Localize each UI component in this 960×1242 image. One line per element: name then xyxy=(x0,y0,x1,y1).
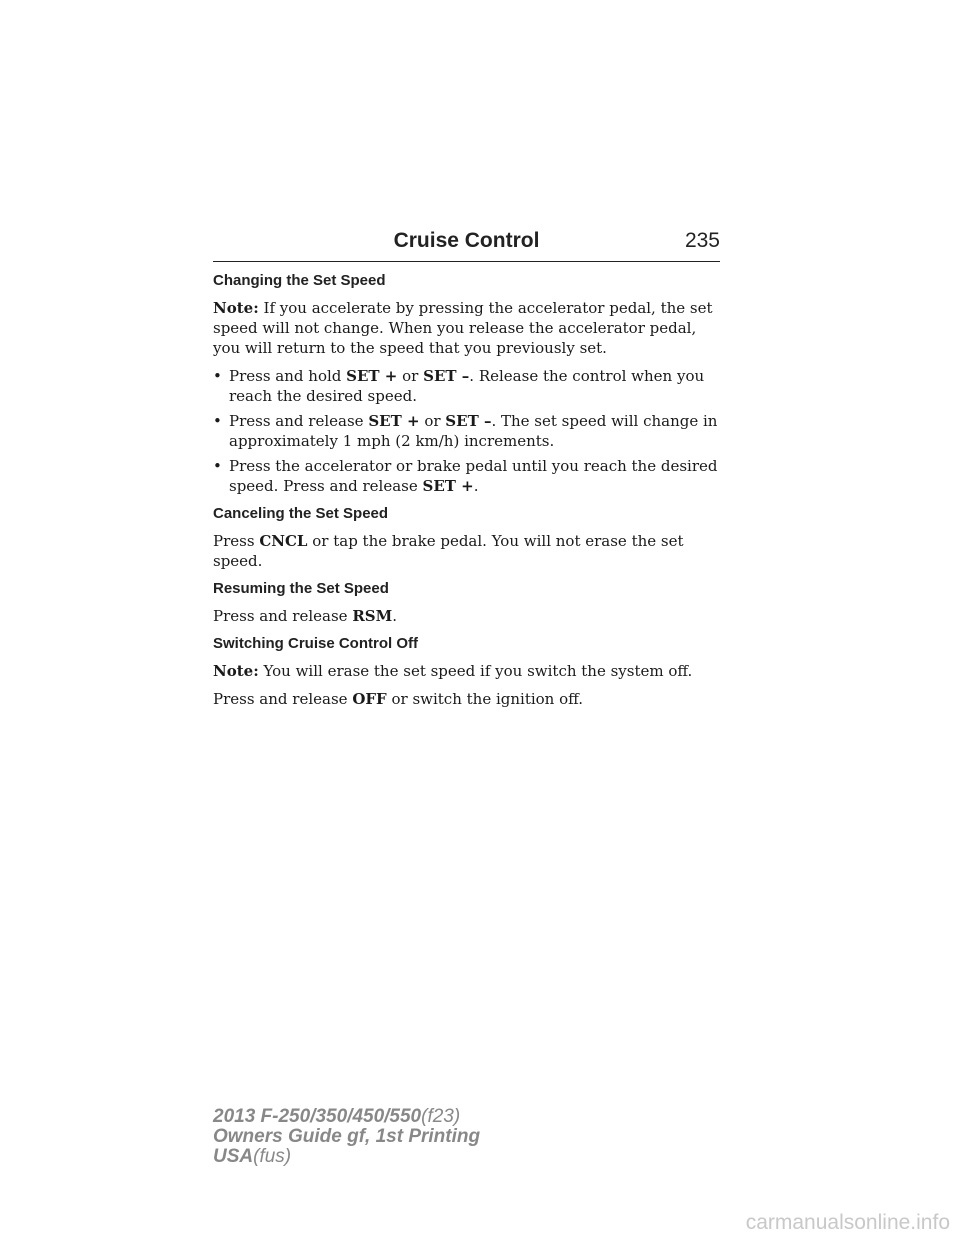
text: Press xyxy=(213,532,255,550)
paragraph xyxy=(213,606,723,626)
list-item xyxy=(213,366,723,406)
footer-line xyxy=(213,1127,480,1147)
footer-line xyxy=(213,1147,480,1167)
text: or switch the ignition off. xyxy=(391,690,584,708)
text: or xyxy=(402,367,419,385)
note-label: Note: xyxy=(213,299,259,317)
footer-model: 2013 F-250/350/450/550 xyxy=(213,1106,422,1127)
text: Press and release xyxy=(229,412,364,430)
text: Press the accelerator or brake pedal until you reach the desired speed. Press and release xyxy=(229,457,718,495)
footer-edition: Owners Guide gf, 1st Printing xyxy=(213,1126,481,1147)
section-switching-off xyxy=(213,634,723,709)
text: or tap the brake pedal. You will not erase the set speed. xyxy=(213,532,684,570)
text: . Release the control when you reach the desired speed. xyxy=(229,367,705,405)
list-item xyxy=(213,411,723,451)
note-text: You will erase the set speed if you switch the system off. xyxy=(263,662,693,680)
page-number: 235 xyxy=(684,229,720,252)
text: . xyxy=(473,477,479,495)
text: . The set speed will change in approximately 1 mph (2 km/h) increments. xyxy=(229,412,718,450)
paragraph xyxy=(213,689,723,709)
control-label: CNCL xyxy=(259,532,308,550)
list-item xyxy=(213,456,723,496)
control-label: SET – xyxy=(423,367,470,385)
section-canceling-set-speed xyxy=(213,504,723,571)
text: . xyxy=(392,607,397,625)
section-heading: Switching Cruise Control Off xyxy=(213,635,418,652)
text: Press and release xyxy=(213,607,348,625)
bullet-list xyxy=(213,366,723,496)
section-changing-set-speed xyxy=(213,271,723,496)
text: Press and hold xyxy=(229,367,342,385)
footer-region: USA xyxy=(213,1146,254,1167)
paragraph xyxy=(213,531,723,571)
control-label: SET + xyxy=(368,412,420,430)
bullet-icon: • xyxy=(213,412,222,430)
footer-region-code: (fus) xyxy=(253,1146,292,1167)
text: or xyxy=(424,412,441,430)
control-label: SET – xyxy=(445,412,492,430)
control-label: SET + xyxy=(346,367,398,385)
section-heading: Canceling the Set Speed xyxy=(213,505,389,522)
section-heading: Resuming the Set Speed xyxy=(213,580,389,597)
footer-line xyxy=(213,1107,480,1127)
section-resuming-set-speed xyxy=(213,579,723,626)
bullet-icon: • xyxy=(213,367,222,385)
page-header xyxy=(213,229,720,262)
document-footer xyxy=(213,1107,480,1167)
note-paragraph xyxy=(213,298,723,358)
note-label: Note: xyxy=(213,662,259,680)
watermark: carmanualsonline.info xyxy=(745,1211,950,1234)
footer-code: (f23) xyxy=(421,1106,461,1127)
section-heading: Changing the Set Speed xyxy=(213,272,386,289)
bullet-icon: • xyxy=(213,457,222,475)
text: Press and release xyxy=(213,690,348,708)
page-title: Cruise Control xyxy=(393,229,540,252)
control-label: OFF xyxy=(352,690,387,708)
control-label: SET + xyxy=(422,477,474,495)
note-text: If you accelerate by pressing the accelerator pedal, the set speed will not change. When you release the accelerator pedal, you will return to the speed that you previously set. xyxy=(213,299,713,357)
note-paragraph xyxy=(213,661,723,681)
control-label: RSM xyxy=(352,607,393,625)
page-content xyxy=(213,271,723,717)
